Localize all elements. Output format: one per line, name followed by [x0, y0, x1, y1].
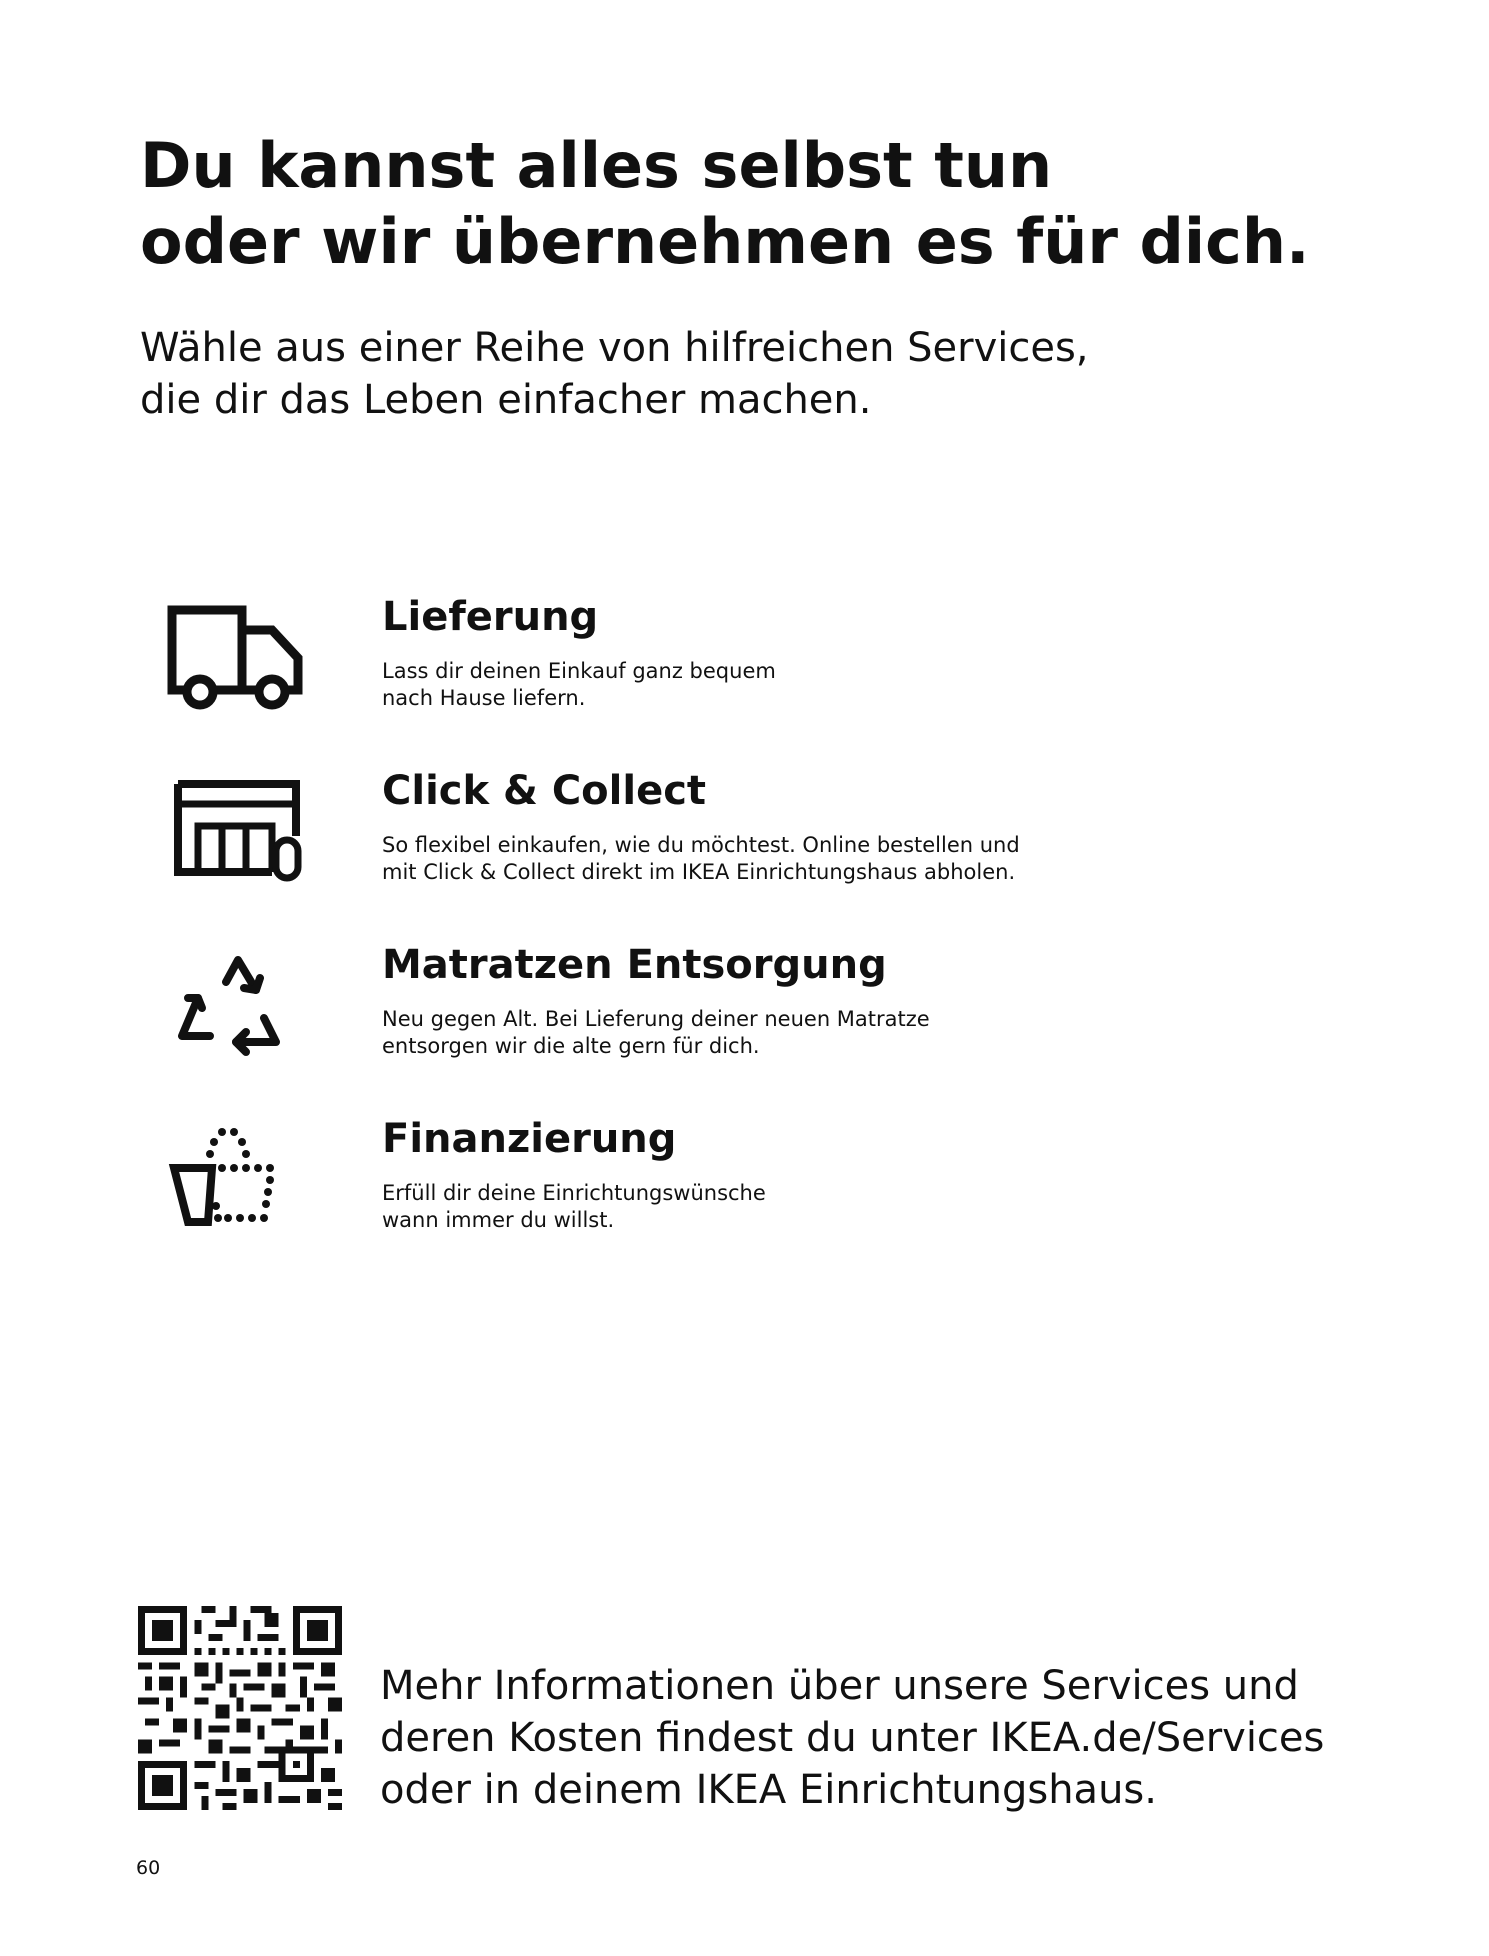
service-title: Matratzen Entsorgung — [382, 942, 887, 988]
service-description: Erfüll dir deine Einrichtungswünsche wann immer du willst. — [382, 1181, 766, 1232]
qr-code-icon[interactable] — [138, 1606, 342, 1810]
store-pickup-icon — [160, 774, 310, 904]
page-headline: Du kannst alles selbst tun oder wir übernehmen es für dich. — [140, 129, 1310, 278]
intro-text: Wähle aus einer Reihe von hilfreichen Services, die dir das Leben einfacher machen. — [140, 325, 1089, 423]
service-item-delivery — [0, 594, 1489, 770]
service-description: So flexibel einkaufen, wie du möchtest. Online bestellen und mit Click & Collect direkt im IKEA Einrichtungshaus abholen. — [382, 833, 1020, 884]
service-item-financing — [0, 1116, 1489, 1292]
more-info-text: Mehr Informationen über unsere Services und deren Kosten findest du unter IKEA.de/Services oder in deinem IKEA Einrichtungshaus. — [380, 1663, 1325, 1813]
service-description: Lass dir deinen Einkauf ganz bequem nach Hause liefern. — [382, 659, 776, 710]
service-title: Click & Collect — [382, 768, 707, 814]
delivery-truck-icon — [160, 600, 310, 730]
service-description: Neu gegen Alt. Bei Lieferung deiner neuen Matratze entsorgen wir die alte gern für dich. — [382, 1007, 930, 1058]
service-item-mattress-disposal — [0, 942, 1489, 1118]
recycle-icon — [160, 948, 310, 1078]
page-number: 60 — [136, 1857, 161, 1879]
service-title: Lieferung — [382, 594, 599, 640]
financing-icon — [160, 1122, 310, 1252]
service-item-click-collect — [0, 768, 1489, 944]
service-title: Finanzierung — [382, 1116, 677, 1162]
